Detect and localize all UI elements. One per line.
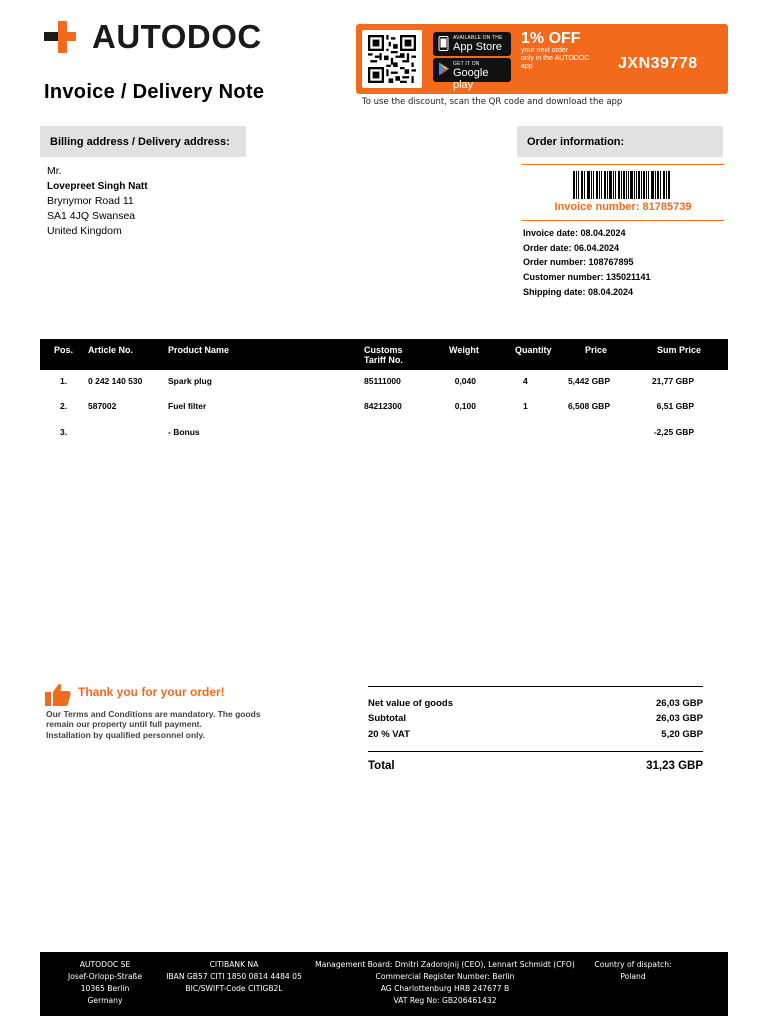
thumbs-up-icon [45,683,71,707]
col-article: Article No. [88,345,134,355]
order-info-list [523,226,651,300]
shipping-date: Shipping date: 08.04.2024 [523,286,634,297]
footer-line: AUTODOC SE [79,960,131,969]
row-article: 587002 [88,401,117,411]
google-play-badge[interactable] [433,58,511,91]
play-icon [438,62,450,76]
footer-line: 10365 Berlin [80,984,130,993]
address-city: SA1 4JQ Swansea [47,210,136,222]
col-product: Product Name [168,345,230,355]
promo-line-3: app [521,63,533,70]
divider [368,686,703,687]
footer-line: Country of dispatch: [594,960,672,969]
promo-line-1: your next order [521,47,569,54]
row-product: Fuel filter [168,401,207,411]
row-product: - Bonus [168,427,200,437]
footer-line: IBAN GB57 CITI 1850 0814 4484 05 [166,972,302,981]
footer-line: Management Board: Dmitri Zadorojnij (CEO), Lennart Schmidt (CFO) [315,960,575,969]
divider [522,164,724,165]
divider [368,751,703,752]
row-pos: 1. [60,376,68,386]
row-sum: 6,51 GBP [656,401,694,411]
footer-line: VAT Reg No: GB206461432 [393,996,497,1005]
address-street: Brynymor Road 11 [47,195,134,207]
row-pos: 3. [60,427,68,437]
footer [40,952,728,1016]
net-value: 26,03 GBP [656,698,703,709]
col-quantity: Quantity [515,345,552,355]
promo-discount: 1% OFF [521,30,581,47]
footer-dispatch [584,959,682,983]
app-store-label: App Store [453,41,502,53]
row-pos: 2. [60,401,68,411]
col-weight: Weight [449,345,479,355]
row-weight: 0,040 [454,376,476,386]
qr-code-icon [362,30,422,88]
footer-line: AG Charlottenburg HRB 247677 B [380,984,510,993]
vat-label: 20 % VAT [368,729,410,740]
col-customs-line1: Customs [364,345,403,355]
table-row [40,427,728,441]
row-product: Spark plug [168,376,212,386]
table-row [40,376,728,390]
order-header: Order information: [517,126,723,157]
col-pos: Pos. [54,345,74,355]
col-customs [364,345,403,365]
footer-line: BIC/SWIFT-Code CITIGB2L [185,984,283,993]
footer-line: Poland [620,972,646,981]
autodoc-logo [44,20,262,54]
row-article: 0 242 140 530 [88,376,143,386]
phone-icon [438,36,449,51]
terms-note [46,709,306,740]
invoice-number: Invoice number: 81785739 [554,201,692,213]
app-store-badge[interactable] [433,32,511,56]
logo-plus-icon [44,21,76,53]
barcode-icon [573,171,670,199]
row-price: 5,442 GBP [567,376,610,386]
footer-company [52,959,158,1007]
terms-line-1: Our Terms and Conditions are mandatory. The goods [46,709,261,719]
row-sum: -2,25 GBP [653,427,694,437]
subtotal-value: 26,03 GBP [656,713,703,724]
customer-name: Lovepreet Singh Natt [47,181,148,192]
row-quantity: 1 [523,401,528,411]
row-quantity: 4 [523,376,528,386]
promo-banner [356,24,728,94]
col-sum: Sum Price [657,345,702,355]
footer-bank [160,959,308,995]
billing-address [47,164,148,239]
row-weight: 0,100 [454,401,476,411]
order-number: Order number: 108767895 [523,257,634,268]
footer-line: Josef-Orlopp-Straße [68,972,142,981]
customer-number: Customer number: 135021141 [523,272,651,283]
promo-caption: To use the discount, scan the QR code and download the app [362,97,623,107]
divider [522,220,724,221]
footer-line: CITIBANK NA [209,960,259,969]
total-label: Total [368,760,395,772]
row-price: 6,508 GBP [567,401,610,411]
order-date: Order date: 06.04.2024 [523,242,620,253]
subtotal-label: Subtotal [368,713,406,724]
promo-line-2: only in the AUTODOC [521,55,590,62]
salutation: Mr. [47,165,62,177]
row-sum: 21,77 GBP [651,376,694,386]
footer-line: Commercial Register Number: Berlin [375,972,515,981]
row-customs: 85111000 [364,376,401,386]
col-price: Price [585,345,608,355]
google-play-small-label: GET IT ON [453,61,480,67]
billing-header: Billing address / Delivery address: [40,126,246,157]
thank-you-heading: Thank you for your order! [78,685,225,699]
logo-text: AUTODOC [92,18,262,55]
col-customs-line2: Tariff No. [364,355,403,365]
promo-code: JXN39778 [618,55,698,72]
page-title: Invoice / Delivery Note [44,81,265,103]
app-store-small-label: AVAILABLE ON THE [453,35,503,41]
footer-line: Germany [87,996,123,1005]
row-customs: 84212300 [364,401,402,411]
google-play-label: Google play [453,67,489,91]
terms-line-3: Installation by qualified personnel only. [46,729,206,740]
invoice-date: Invoice date: 08.04.2024 [523,228,626,238]
net-value-label: Net value of goods [368,698,453,709]
vat-value: 5,20 GBP [661,729,703,740]
items-table-header [40,339,728,370]
total-value: 31,23 GBP [646,760,703,772]
address-country: United Kingdom [47,225,122,237]
footer-management [308,959,582,1007]
table-row [40,401,728,415]
terms-line-2: remain our property until full payment. [46,719,202,730]
